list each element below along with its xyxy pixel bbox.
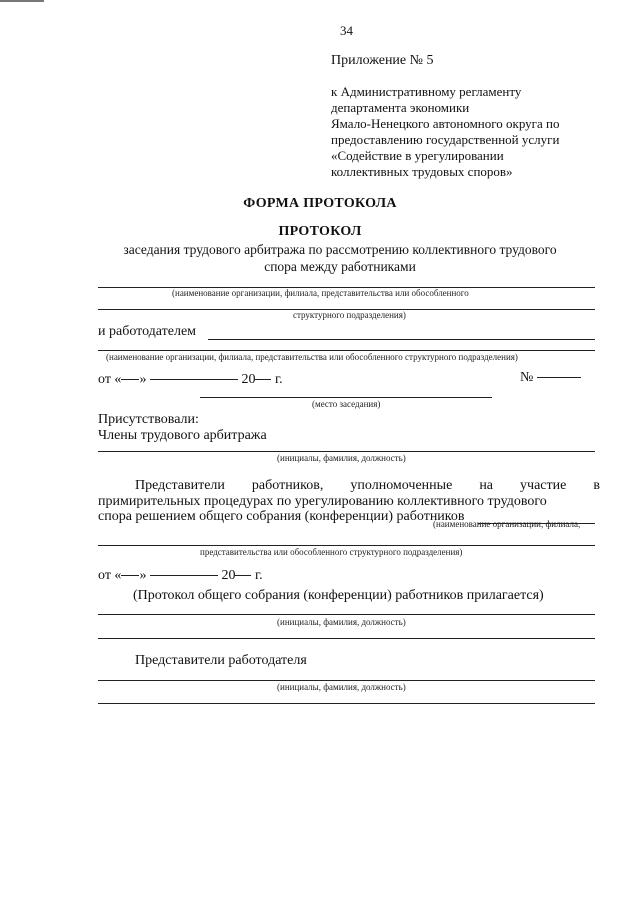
number-label: № — [520, 370, 534, 385]
date-day-field[interactable] — [121, 379, 139, 380]
date-suffix: г. — [274, 372, 283, 387]
employer-reps-field-2[interactable] — [98, 703, 595, 704]
page-number: 34 — [340, 23, 353, 38]
date-year-field[interactable] — [235, 575, 251, 576]
protocol-subtitle-line: заседания трудового арбитража по рассмотрению коллективного трудового — [123, 242, 557, 257]
employer-reps-label: Представители работодателя — [135, 653, 307, 668]
date-prefix: от « — [98, 372, 122, 387]
reps-word: уполномоченные — [350, 478, 453, 493]
reps-word: Представители — [135, 478, 225, 493]
caption-employer-org: (наименование организации, филиала, представительства или обособленного структурного подразделения) — [106, 352, 518, 362]
reps-line-2: примирительных процедурах по урегулированию коллективного трудового — [98, 494, 547, 509]
reps-word: на — [479, 478, 494, 493]
appendix-heading: Приложение № 5 — [331, 53, 434, 68]
reference-line: предоставлению государственной услуги — [331, 132, 560, 147]
workers-org-field-3[interactable] — [98, 545, 595, 546]
form-title: ФОРМА ПРОТОКОЛА — [243, 196, 397, 211]
date-row-2 — [98, 568, 263, 584]
reference-line: Ямало-Ненецкого автономного округа по — [331, 116, 560, 131]
caption-names-1: (инициалы, фамилия, должность) — [277, 453, 406, 463]
employer-label: и работодателем — [98, 324, 197, 339]
caption-workers-org-2: представительства или обособленного структурного подразделения) — [200, 547, 463, 557]
reps-word: участие — [520, 478, 567, 493]
date-row-1 — [98, 372, 283, 388]
reference-line: «Содействие в урегулировании — [331, 148, 504, 163]
date-year-field[interactable] — [255, 379, 271, 380]
number-row — [520, 370, 581, 386]
date-prefix: от « — [98, 568, 122, 583]
number-field[interactable] — [537, 377, 581, 378]
workers-reps-field[interactable] — [98, 614, 595, 615]
reps-word: работников, — [251, 478, 324, 493]
caption-names-2: (инициалы, фамилия, должность) — [277, 617, 406, 627]
date-mid: » — [139, 568, 147, 583]
caption-workers-org-1: (наименование организации, филиала, — [433, 519, 581, 529]
date-month-field[interactable] — [150, 575, 218, 576]
employer-org-field[interactable] — [98, 350, 595, 351]
caption-org-line2: структурного подразделения) — [293, 310, 406, 320]
protocol-subtitle-line: спора между работниками — [264, 259, 416, 274]
date-day-field[interactable] — [121, 575, 139, 576]
caption-names-3: (инициалы, фамилия, должность) — [277, 682, 406, 692]
scan-corner-mark — [0, 0, 44, 2]
reference-line: коллективных трудовых споров» — [331, 164, 513, 179]
date-year: 20 — [221, 568, 236, 583]
reference-line: департамента экономики — [331, 100, 470, 115]
employer-reps-field[interactable] — [98, 680, 595, 681]
place-field[interactable] — [200, 397, 492, 398]
date-suffix: г. — [254, 568, 263, 583]
workers-reps-field-2[interactable] — [98, 638, 595, 639]
employer-field[interactable] — [208, 339, 595, 340]
reps-line-3: спора решением общего собрания (конференции) работников — [98, 509, 465, 524]
caption-place: (место заседания) — [312, 399, 381, 409]
protocol-title: ПРОТОКОЛ — [278, 224, 362, 239]
members-field[interactable] — [98, 451, 595, 452]
present-label: Присутствовали: — [98, 412, 199, 427]
reps-line-1 — [135, 478, 600, 494]
date-mid: » — [139, 372, 147, 387]
reps-word: в — [593, 478, 600, 493]
members-label: Члены трудового арбитража — [98, 428, 267, 443]
caption-org-line1: (наименование организации, филиала, представительства или обособленного — [172, 288, 469, 298]
date-month-field[interactable] — [150, 379, 238, 380]
reference-line: к Административному регламенту — [331, 84, 522, 99]
attachment-note: (Протокол общего собрания (конференции) работников прилагается) — [133, 588, 544, 603]
date-year: 20 — [241, 372, 256, 387]
